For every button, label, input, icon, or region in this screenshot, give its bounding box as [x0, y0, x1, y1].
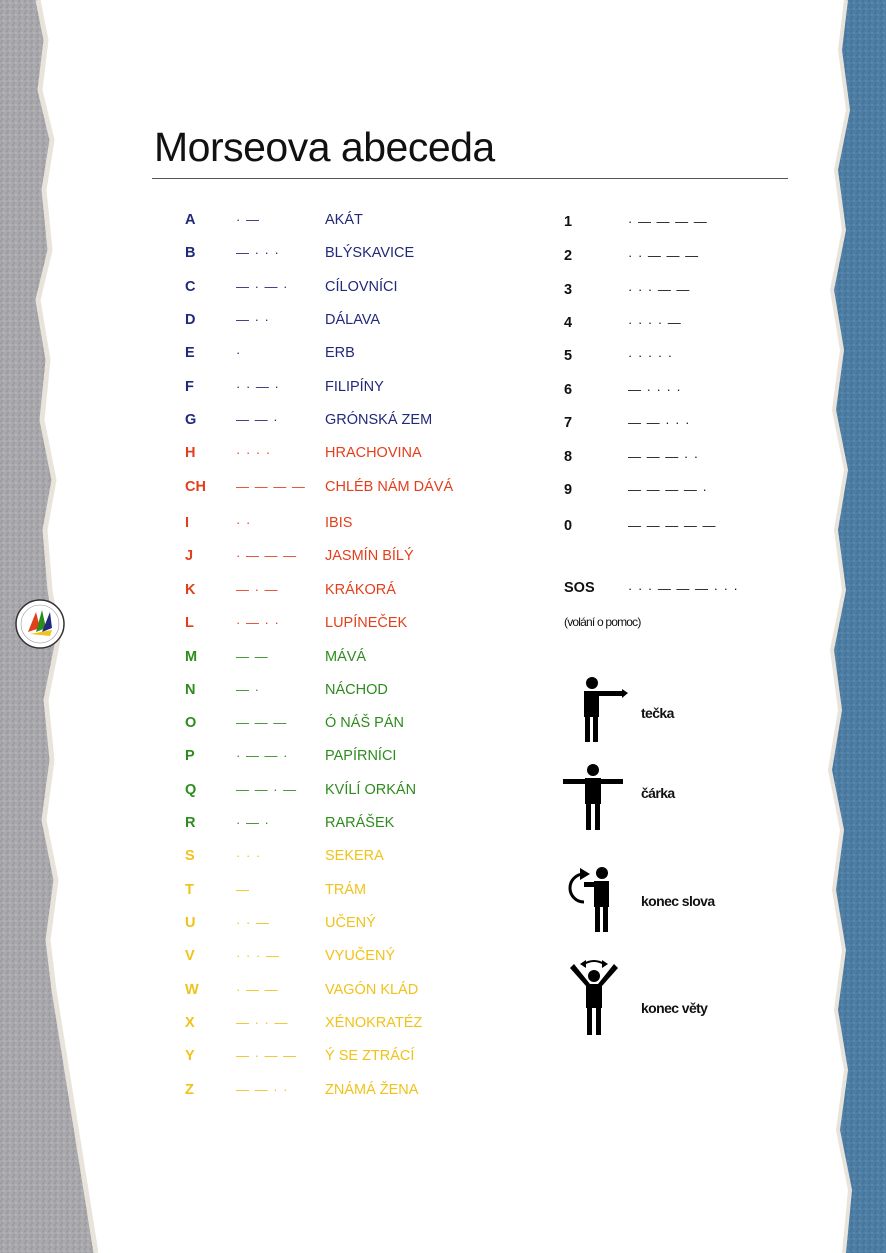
letter: S [185, 848, 195, 864]
sos-note: (volání o pomoc) [564, 615, 641, 629]
letter: K [185, 582, 196, 598]
sos-label: SOS [564, 580, 595, 596]
torn-paper-right-edge [796, 0, 886, 1253]
dot-signal-figure-icon [576, 676, 628, 744]
morse-code: · · · · · [628, 348, 674, 363]
sos-code: · · · — — — · · · [628, 581, 739, 596]
morse-code: — · · [236, 312, 270, 327]
letter: N [185, 682, 196, 698]
morse-code: · — [236, 212, 260, 227]
morse-code: — — [236, 649, 269, 664]
mnemonic-word: CÍLOVNÍCI [325, 279, 398, 295]
mnemonic-word: UČENÝ [325, 915, 376, 931]
dash-signal-figure-icon [561, 764, 625, 830]
letter: G [185, 412, 197, 428]
signal-label: tečka [641, 705, 674, 721]
digit: 8 [564, 449, 573, 465]
morse-code: — · [236, 682, 260, 697]
letter: Q [185, 782, 197, 798]
morse-code: — — — · · [628, 449, 700, 464]
morse-code: — — · — [236, 782, 298, 797]
letter: J [185, 548, 194, 564]
mnemonic-word: VYUČENÝ [325, 948, 396, 964]
mnemonic-word: XÉNOKRATÉZ [325, 1015, 423, 1031]
mnemonic-word: Ý SE ZTRÁCÍ [325, 1048, 415, 1064]
letter: L [185, 615, 194, 631]
digit: 5 [564, 348, 573, 364]
morse-code: · — — [236, 982, 279, 997]
signal-label: konec věty [641, 1000, 708, 1016]
mnemonic-word: CHLÉB NÁM DÁVÁ [325, 479, 454, 495]
mnemonic-word: HRACHOVINA [325, 445, 422, 461]
letter: Y [185, 1048, 195, 1064]
mnemonic-word: ERB [325, 345, 355, 361]
morse-code: · · — [236, 915, 270, 930]
morse-code: — · — — [236, 1048, 298, 1063]
morse-code: — — — — — [628, 518, 717, 533]
morse-code: · — · · [236, 615, 280, 630]
letter: P [185, 748, 195, 764]
morse-code: — — · · [236, 1082, 289, 1097]
letter: X [185, 1015, 195, 1031]
letter: B [185, 245, 196, 261]
mnemonic-word: KVÍLÍ ORKÁN [325, 782, 417, 798]
morse-code: · · · · [236, 445, 272, 460]
mnemonic-word: DÁLAVA [325, 312, 381, 328]
morse-code: — — · [236, 412, 279, 427]
mnemonic-word: BLÝSKAVICE [325, 245, 415, 261]
letter: CH [185, 479, 206, 495]
letter: H [185, 445, 196, 461]
mnemonic-word: GRÓNSKÁ ZEM [325, 412, 433, 428]
morse-code: — · — [236, 582, 279, 597]
mnemonic-word: LUPÍNEČEK [325, 615, 408, 631]
mnemonic-word: Ó NÁŠ PÁN [325, 715, 404, 731]
morse-code: · — — — — [628, 214, 708, 229]
digit: 0 [564, 518, 573, 534]
digit: 1 [564, 214, 573, 230]
morse-code: · · · · — [628, 315, 682, 330]
digit: 6 [564, 382, 573, 398]
morse-code: · — — · [236, 748, 289, 763]
morse-code: — — · · · [628, 415, 691, 430]
morse-code: — · · · [236, 245, 280, 260]
digit: 4 [564, 315, 573, 331]
end-of-sentence-figure-icon [566, 956, 622, 1036]
letter: I [185, 515, 190, 531]
mnemonic-word: ZNÁMÁ ŽENA [325, 1082, 419, 1098]
letter: D [185, 312, 196, 328]
mnemonic-word: RARÁŠEK [325, 815, 395, 831]
mnemonic-word: JASMÍN BÍLÝ [325, 548, 414, 564]
title-divider [152, 178, 788, 179]
morse-code: · · — — — [628, 248, 700, 263]
end-of-word-figure-icon [562, 866, 618, 934]
mnemonic-word: KRÁKORÁ [325, 582, 396, 598]
mnemonic-word: SEKERA [325, 848, 384, 864]
letter: C [185, 279, 196, 295]
mnemonic-word: FILIPÍNY [325, 379, 384, 395]
digit: 3 [564, 282, 573, 298]
morse-code: — · · — [236, 1015, 289, 1030]
morse-code: · [236, 345, 242, 360]
morse-code: · — — — [236, 548, 298, 563]
morse-code: — — — [236, 715, 288, 730]
morse-code: · · · — — [628, 282, 691, 297]
letter: M [185, 649, 198, 665]
morse-code: — · · · · [628, 382, 682, 397]
letter: A [185, 212, 196, 228]
letter: U [185, 915, 196, 931]
letter: F [185, 379, 194, 395]
morse-code: — — — — [236, 479, 306, 494]
mnemonic-word: MÁVÁ [325, 649, 367, 665]
scout-emblem-icon [14, 598, 66, 650]
signal-label: čárka [641, 785, 675, 801]
mnemonic-word: IBIS [325, 515, 353, 531]
digit: 7 [564, 415, 573, 431]
morse-code: — — — — · [628, 482, 708, 497]
digit: 2 [564, 248, 573, 264]
morse-code: — · — · [236, 279, 289, 294]
morse-code: — [236, 882, 250, 897]
morse-code: · — · [236, 815, 270, 830]
digit: 9 [564, 482, 573, 498]
letter: O [185, 715, 197, 731]
mnemonic-word: AKÁT [325, 212, 363, 228]
morse-code: · · [236, 515, 252, 530]
letter: Z [185, 1082, 194, 1098]
mnemonic-word: NÁCHOD [325, 682, 388, 698]
page-title: Morseova abeceda [154, 124, 495, 170]
mnemonic-word: PAPÍRNÍCI [325, 748, 397, 764]
letter: T [185, 882, 194, 898]
morse-code: · · · — [236, 948, 280, 963]
mnemonic-word: TRÁM [325, 882, 367, 898]
mnemonic-word: VAGÓN KLÁD [325, 982, 419, 998]
morse-code: · · — · [236, 379, 280, 394]
letter: W [185, 982, 199, 998]
letter: R [185, 815, 196, 831]
letter: E [185, 345, 195, 361]
morse-code: · · · [236, 848, 262, 863]
signal-label: konec slova [641, 893, 715, 909]
letter: V [185, 948, 195, 964]
